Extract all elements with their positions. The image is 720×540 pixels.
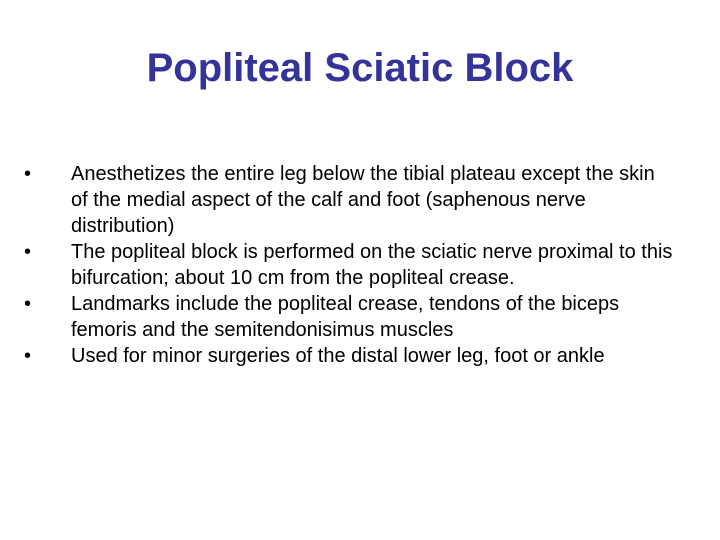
bullet-text: Landmarks include the popliteal crease, tendons of the biceps femoris and the semitendonisimus muscles xyxy=(71,293,620,341)
bullet-item xyxy=(24,291,674,343)
bullet-text: Anesthetizes the entire leg below the tibial plateau except the skin of the medial aspect of the calf and foot (saphenous nerve distribution) xyxy=(71,163,655,237)
bullet-item xyxy=(24,161,674,239)
bullet-text: Used for minor surgeries of the distal lower leg, foot or ankle xyxy=(71,345,605,367)
bullet-dot-icon: • xyxy=(24,345,32,367)
slide-title: Popliteal Sciatic Block xyxy=(146,46,574,90)
bullet-dot-icon: • xyxy=(24,293,32,315)
bullet-dot-icon: • xyxy=(24,241,32,263)
bullet-text: The popliteal block is performed on the sciatic nerve proximal to this bifurcation; about 10 cm from the popliteal crease. xyxy=(71,241,673,289)
bullet-list xyxy=(24,161,674,369)
bullet-item xyxy=(24,343,674,369)
bullet-dot-icon: • xyxy=(24,163,32,185)
bullet-item xyxy=(24,239,674,291)
